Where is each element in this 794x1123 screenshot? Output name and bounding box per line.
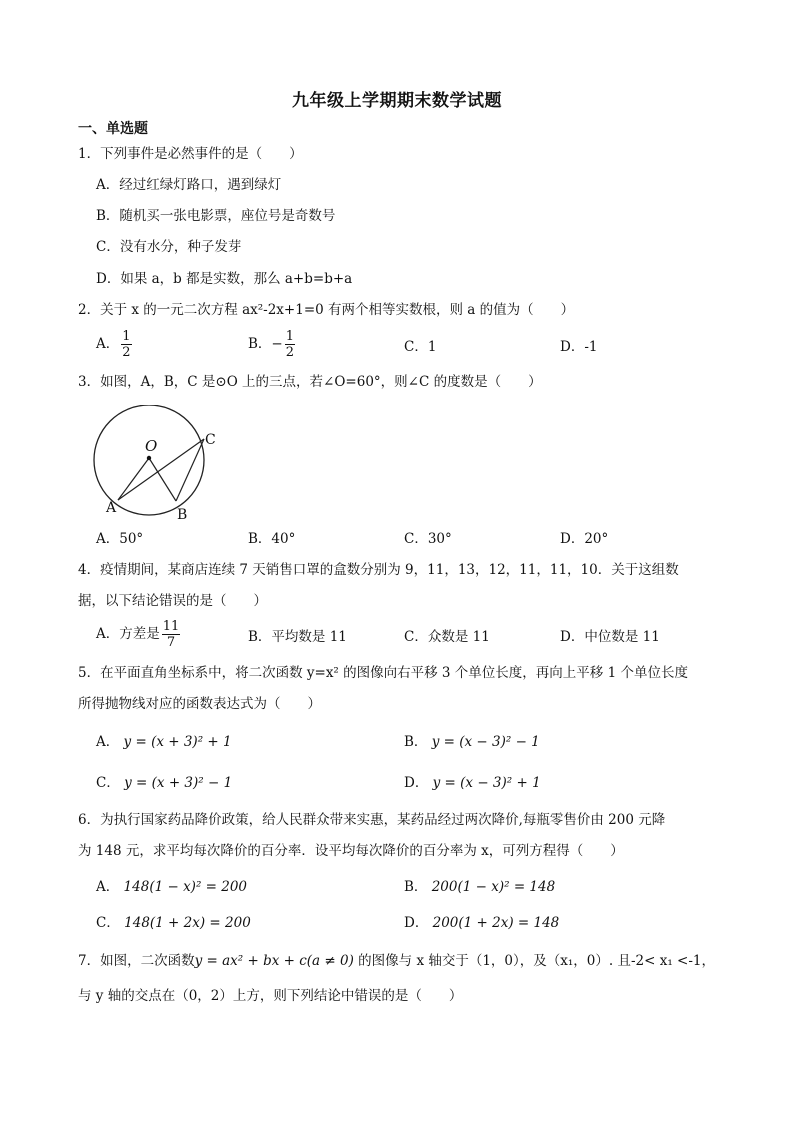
question-5-option-b: B． y = (x − 3)² − 1 <box>404 734 540 750</box>
segment-ac <box>118 439 204 500</box>
question-5-option-c: C． y = (x + 3)² − 1 <box>96 775 233 791</box>
question-4-option-b: B．平均数是 11 <box>248 629 347 645</box>
question-5-stem-line-2: 所得抛物线对应的函数表达式为（ ） <box>78 696 321 712</box>
label-a: A <box>106 500 117 516</box>
question-1-option-a: A．经过红绿灯路口，遇到绿灯 <box>96 177 282 193</box>
question-4-option-c: C．众数是 11 <box>404 629 490 645</box>
equation: y = ax² + bx + c(a ≠ 0) <box>194 953 354 969</box>
segment-oa <box>118 458 149 500</box>
question-3-option-d: D．20° <box>560 531 609 547</box>
question-7-stem-line-2: 与 y 轴的交点在（0，2）上方，则下列结论中错误的是（ ） <box>78 988 463 1004</box>
question-1-option-c: C．没有水分，种子发芽 <box>96 239 242 255</box>
question-2-option-c: C．1 <box>404 339 437 355</box>
question-1-option-d: D．如果 a，b 都是实数，那么 a+b=b+a <box>96 271 353 287</box>
question-6-option-c: C． 148(1 + 2x) = 200 <box>96 915 251 931</box>
question-3-option-c: C．30° <box>404 531 452 547</box>
question-7-stem-line-1: 7．如图，二次函数y = ax² + bx + c(a ≠ 0) 的图像与 x 轴交于（1，0），及（x₁，0）. 且-2< x₁ <-1， <box>78 953 716 969</box>
question-1-option-b: B．随机买一张电影票，座位号是奇数号 <box>96 208 336 224</box>
question-6-option-d: D． 200(1 + 2x) = 148 <box>404 915 560 931</box>
question-3-option-b: B．40° <box>248 531 296 547</box>
question-4-option-a: A．方差是 $\frac{11}{7}$ <box>96 619 180 650</box>
question-2-stem: 2．关于 x 的一元二次方程 ax²-2x+1=0 有两个相等实数根，则 a 的值为（ ） <box>78 302 575 318</box>
question-5-stem-line-1: 5．在平面直角坐标系中，将二次函数 y=x² 的图像向右平移 3 个单位长度，再向上平移 1 个单位长度 <box>78 665 688 681</box>
question-5-option-a: A． y = (x + 3)² + 1 <box>96 734 232 750</box>
question-4-stem-line-1: 4．疫情期间，某商店连续 7 天销售口罩的盒数分别为 9，11，13，12，11，11，10．关于这组数 <box>78 562 679 578</box>
question-5-option-d: D． y = (x − 3)² + 1 <box>404 775 541 791</box>
center-point <box>147 456 151 460</box>
segment-ob <box>149 458 176 501</box>
page-title: 九年级上学期期末数学试题 <box>292 91 502 111</box>
question-4-stem-line-2: 据，以下结论错误的是（ ） <box>78 593 267 609</box>
question-2-option-a: A． $\frac{1}{2}$ <box>96 329 131 360</box>
section-heading: 一、单选题 <box>78 121 148 137</box>
fraction: $\frac{1}{2}$ <box>285 329 295 360</box>
question-6-stem-line-1: 6．为执行国家药品降价政策，给人民群众带来实惠，某药品经过两次降价,每瓶零售价由 200 元降 <box>78 812 666 828</box>
question-1-stem: 1．下列事件是必然事件的是（ ） <box>78 146 303 162</box>
label-c: C <box>205 432 216 448</box>
question-3-option-a: A．50° <box>96 531 144 547</box>
question-6-option-b: B． 200(1 − x)² = 148 <box>404 879 556 895</box>
circle-figure <box>90 405 230 525</box>
question-3-stem: 3．如图，A，B，C 是⊙O 上的三点，若∠O=60°，则∠C 的度数是（ ） <box>78 374 542 390</box>
question-2-option-b: B．− $\frac{1}{2}$ <box>248 329 295 360</box>
question-2-option-d: D．-1 <box>560 339 598 355</box>
label-o: O <box>145 437 158 455</box>
question-6-stem-line-2: 为 148 元，求平均每次降价的百分率．设平均每次降价的百分率为 x，可列方程得（ ） <box>78 843 624 859</box>
label-b: B <box>177 507 188 523</box>
fraction: $\frac{11}{7}$ <box>162 619 180 650</box>
fraction: $\frac{1}{2}$ <box>122 329 131 360</box>
question-6-option-a: A． 148(1 − x)² = 200 <box>96 879 248 895</box>
question-4-option-d: D．中位数是 11 <box>560 629 660 645</box>
